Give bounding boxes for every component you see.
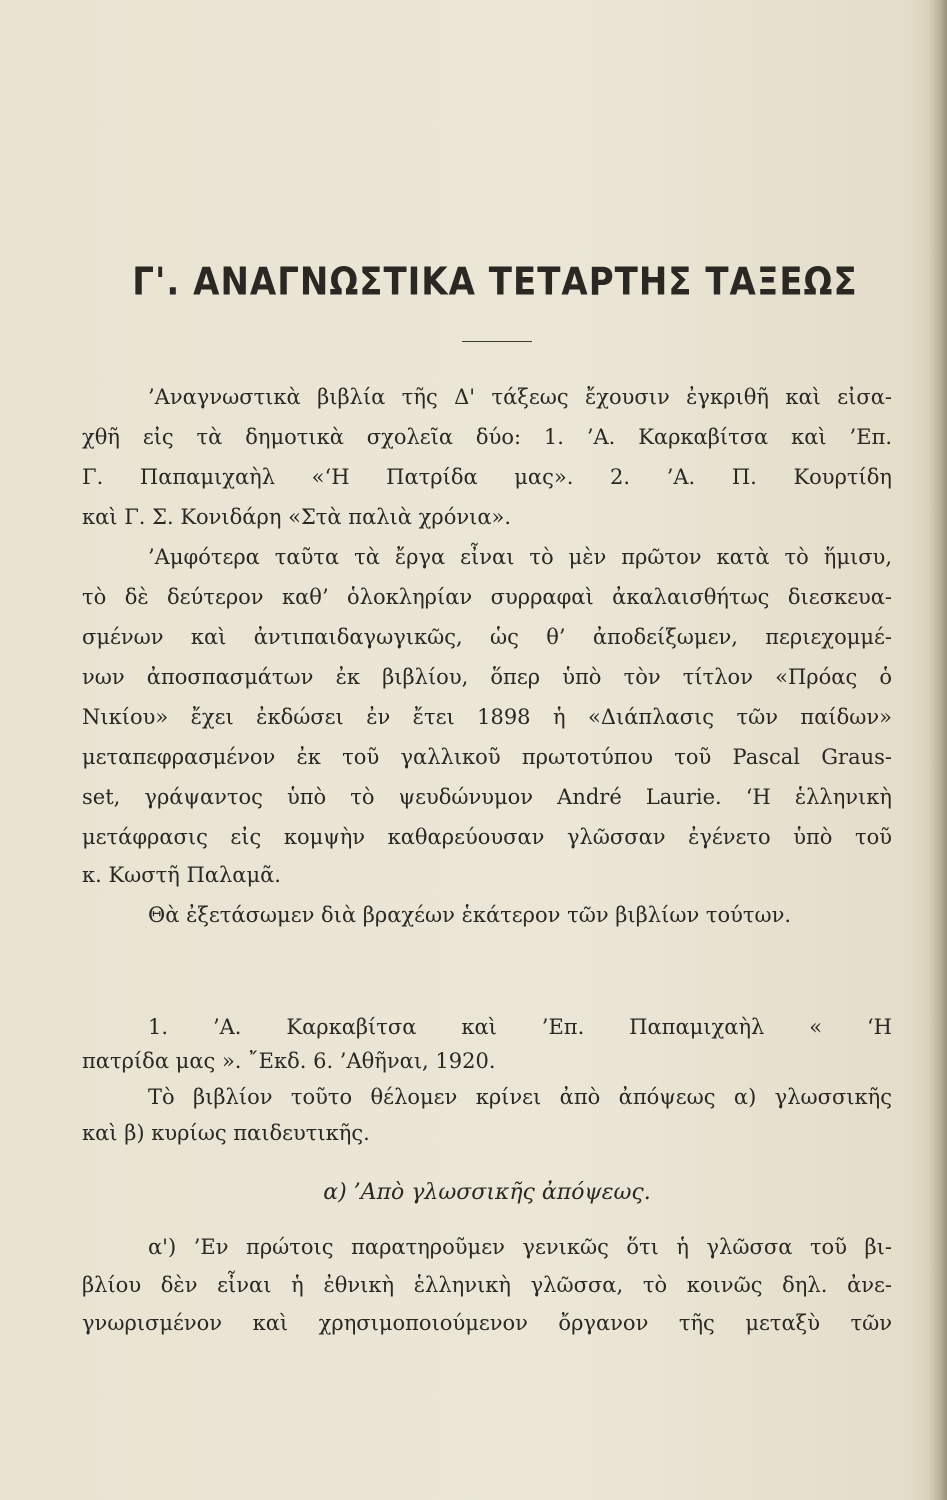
- section-heading: 1. ’Α. Καρκαβίτσα καὶ ’Επ. Παπαμιχαὴλ « ‘Η: [148, 1015, 892, 1039]
- text-line: βλίου δὲν εἶναι ἡ ἐθνικὴ ἑλληνικὴ γλῶσσα, τὸ κοινῶς δηλ. ἀνε-: [82, 1273, 892, 1297]
- text-line: νων ἀποσπασμάτων ἐκ βιβλίου, ὅπερ ὑπὸ τὸν τίτλον «Πρόας ὁ: [82, 665, 892, 689]
- text-line: ’Αναγνωστικὰ βιβλία τῆς Δ' τάξεως ἔχουσιν ἐγκριθῆ καὶ εἰσα-: [148, 385, 892, 409]
- section-heading-cont: πατρίδα μας ». ῎Εκδ. 6. ’Αθῆναι, 1920.: [82, 1049, 496, 1073]
- text-line: καὶ Γ. Σ. Κονιδάρη «Στὰ παλιὰ χρόνια».: [82, 505, 512, 529]
- text-line: καὶ β) κυρίως παιδευτικῆς.: [82, 1121, 370, 1145]
- text-line: γνωρισμένον καὶ χρησιμοποιούμενον ὄργανον τῆς μεταξὺ τῶν: [82, 1311, 892, 1335]
- text-line: κ. Κωστῆ Παλαμᾶ.: [82, 863, 281, 887]
- text-line: τὸ δὲ δεύτερον καθ’ ὁλοκληρίαν συρραφαὶ ἀκαλαισθήτως διεσκευα-: [82, 585, 892, 609]
- title-rule: [462, 341, 532, 342]
- text-line: α') ’Εν πρώτοις παρατηροῦμεν γενικῶς ὅτι ἡ γλῶσσα τοῦ βι-: [148, 1235, 892, 1259]
- text-line: set, γράψαντος ὑπὸ τὸ ψευδώνυμον André Laurie. ‘Η ἑλληνικὴ: [82, 785, 892, 809]
- text-line: Γ. Παπαμιχαὴλ «‘Η Πατρίδα μας». 2. ’Α. Π. Κουρτίδη: [82, 465, 892, 489]
- text-line: μετάφρασις εἰς κομψὴν καθαρεύουσαν γλῶσσαν ἐγένετο ὑπὸ τοῦ: [82, 825, 892, 849]
- text-line: ’Αμφότερα ταῦτα τὰ ἔργα εἶναι τὸ μὲν πρῶτον κατὰ τὸ ἥμισυ,: [148, 545, 892, 569]
- page-edge-shadow: [929, 0, 947, 1500]
- chapter-title: Γ'. ΑΝΑΓΝΩΣΤΙΚΑ ΤΕΤΑΡΤΗΣ ΤΑΞΕΩΣ: [132, 259, 858, 305]
- text-line: σμένων καὶ ἀντιπαιδαγωγικῶς, ὡς θ’ ἀποδείξωμεν, περιεχομμέ-: [82, 625, 892, 649]
- text-line: Τὸ βιβλίον τοῦτο θέλομεν κρίνει ἀπὸ ἀπόψεως α) γλωσσικῆς: [148, 1085, 892, 1109]
- text-line: χθῆ εἰς τὰ δημοτικὰ σχολεῖα δύο: 1. ’Α. Καρκαβίτσα καὶ ’Επ.: [82, 425, 892, 449]
- text-line: Θὰ ἐξετάσωμεν διὰ βραχέων ἑκάτερον τῶν βιβλίων τούτων.: [148, 903, 792, 927]
- text-line: Νικίου» ἔχει ἐκδώσει ἐν ἔτει 1898 ἡ «Διάπλασις τῶν παίδων»: [82, 705, 892, 729]
- text-line: μεταπεφρασμένον ἐκ τοῦ γαλλικοῦ πρωτοτύπου τοῦ Pascal Graus-: [82, 745, 892, 769]
- subsection-heading: α) ’Απὸ γλωσσικῆς ἀπόψεως.: [323, 1180, 651, 1205]
